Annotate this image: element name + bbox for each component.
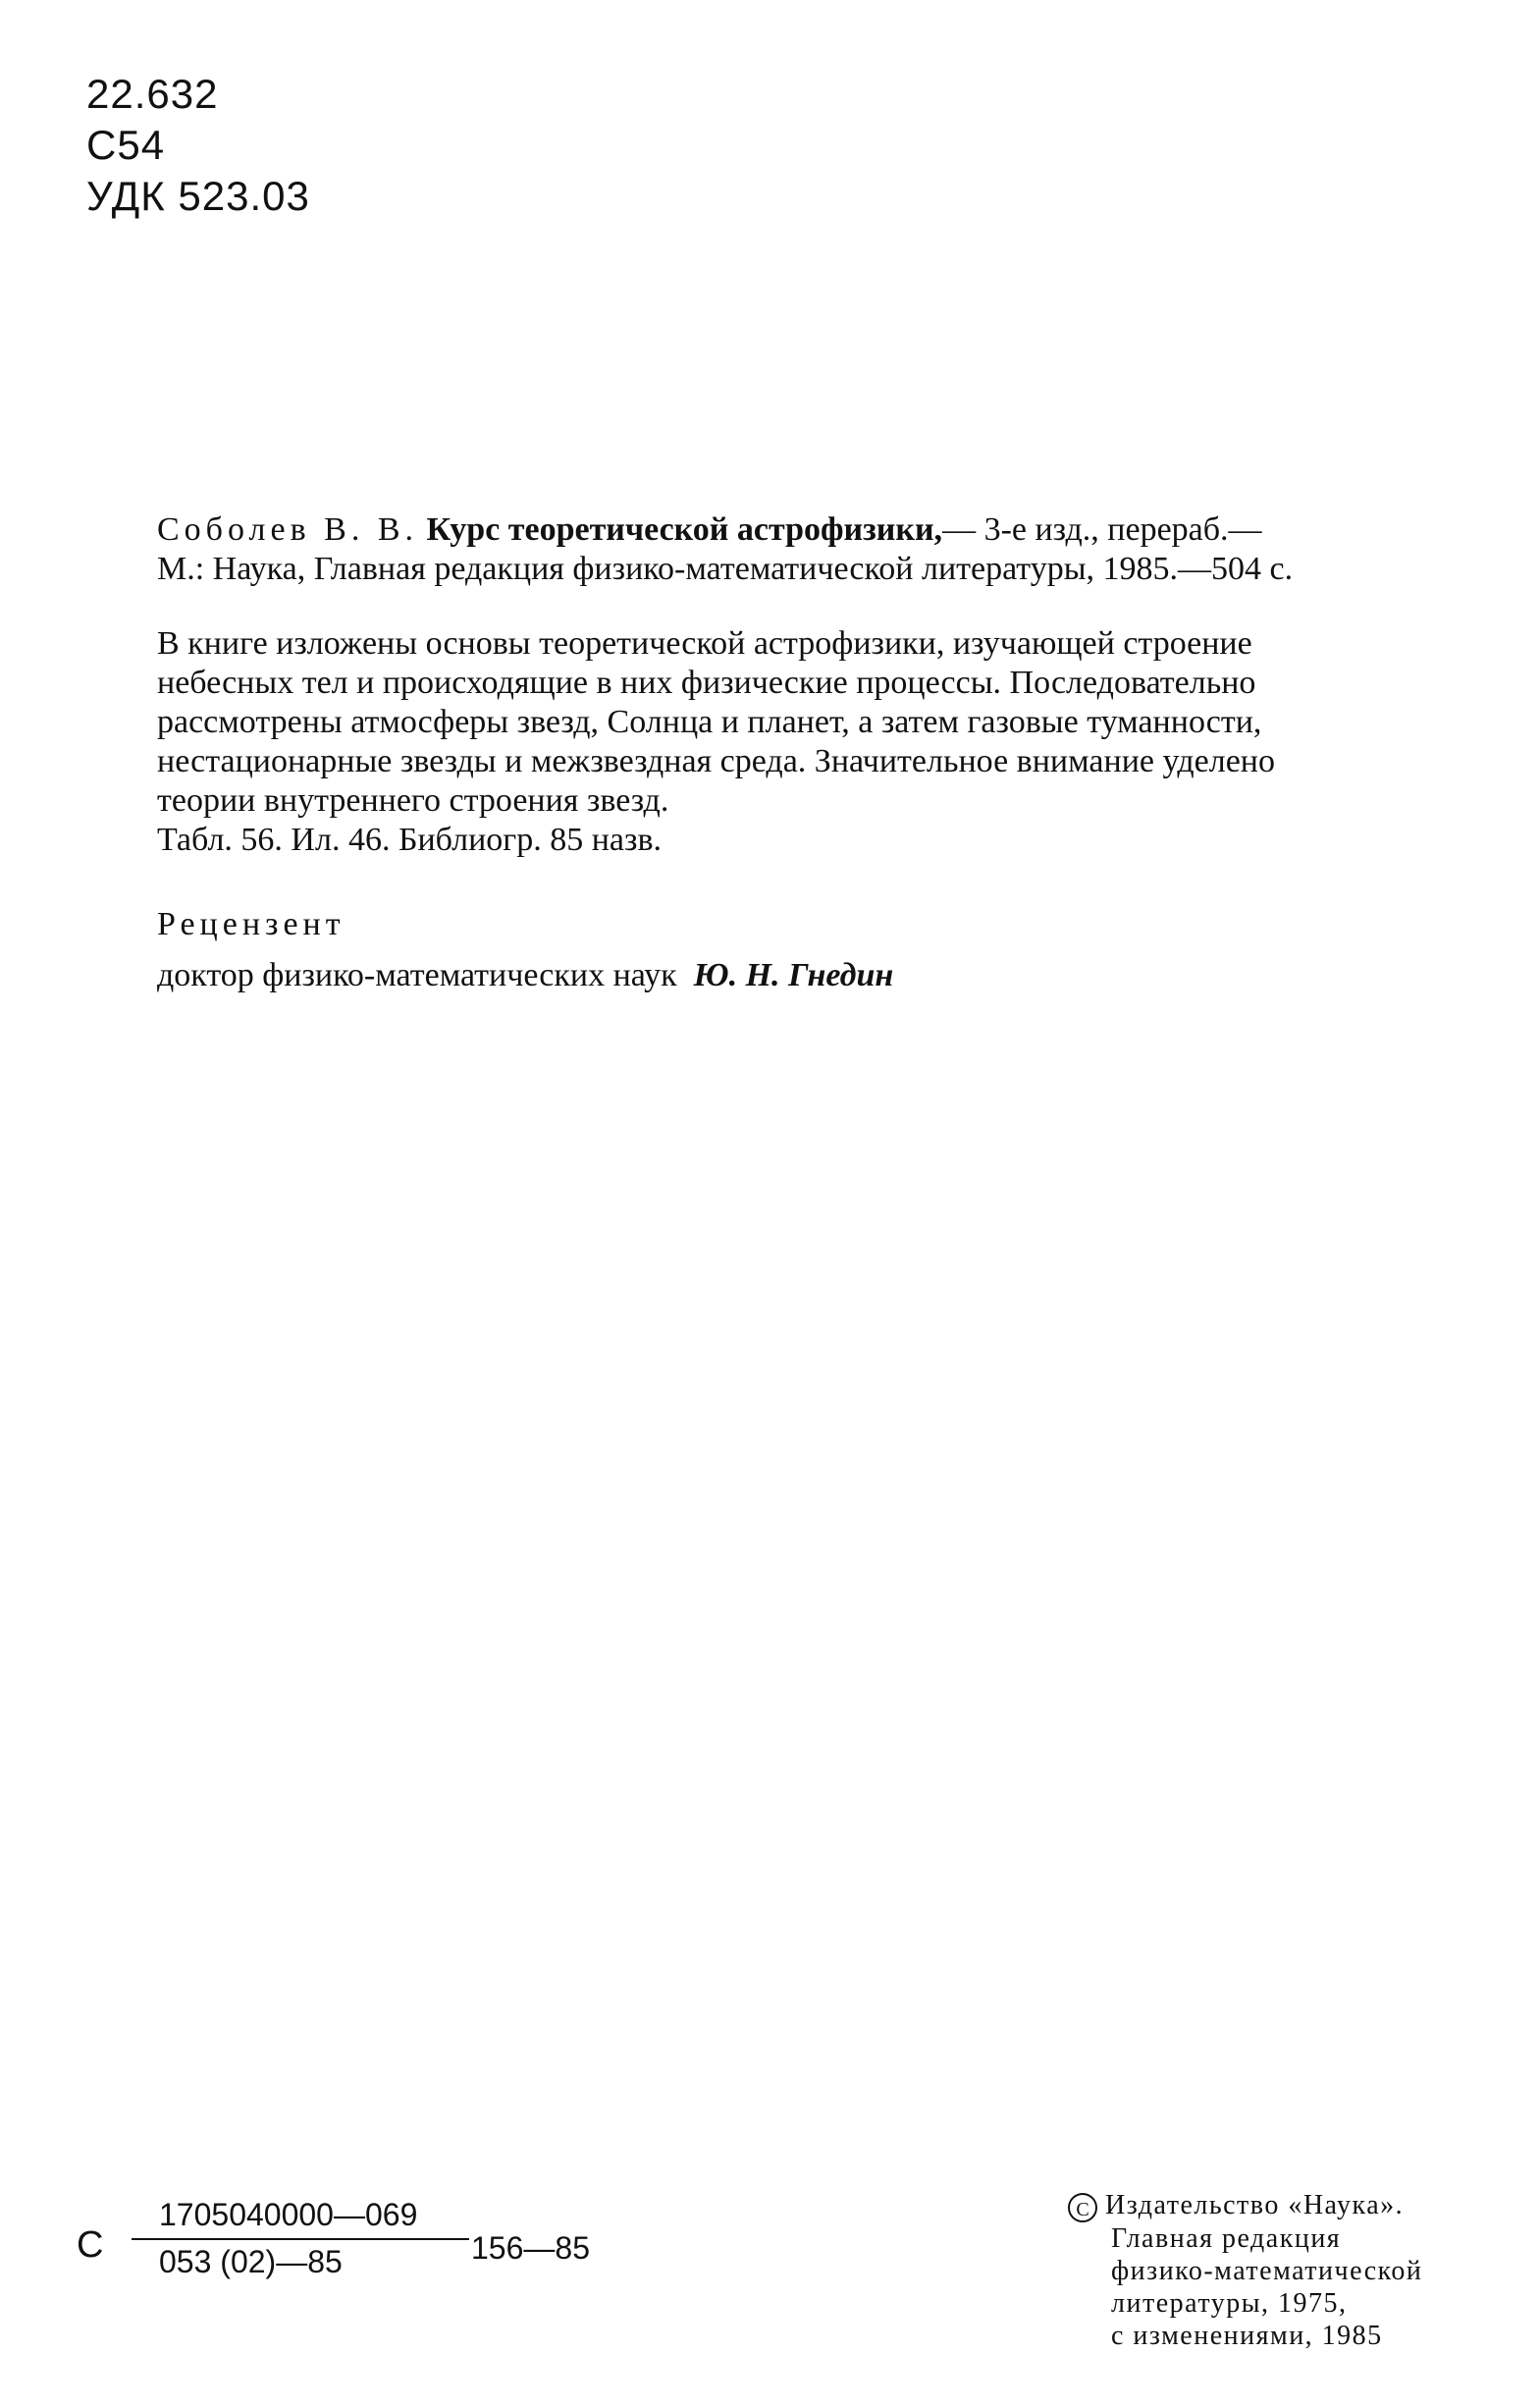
copyright-line bbox=[1068, 2189, 1422, 2222]
udc-code: УДК 523.03 bbox=[86, 173, 310, 219]
reviewer-block bbox=[157, 899, 893, 1001]
catalog-numerator: 1705040000—069 bbox=[159, 2197, 418, 2232]
copyright-line: с изменениями, 1985 bbox=[1111, 2321, 1383, 2351]
annotation-line: рассмотрены атмосферы звезд, Солнца и планет, а затем газовые туманности, bbox=[157, 704, 1262, 740]
annotation-line: В книге изложены основы теоретической астрофизики, изучающей строение bbox=[157, 625, 1252, 662]
fraction-rule bbox=[132, 2238, 469, 2240]
catalog-number bbox=[77, 2197, 590, 2305]
copyright-publisher: Издательство «Наука». bbox=[1105, 2190, 1405, 2220]
reviewer-line bbox=[157, 950, 893, 1001]
record-title: Курс теоретической астрофизики, bbox=[426, 511, 943, 548]
classification-block bbox=[86, 69, 310, 222]
reviewer-degree: доктор физико-математических наук bbox=[157, 957, 677, 993]
copyright-line: Главная редакция bbox=[1111, 2223, 1342, 2254]
copyright-block bbox=[1068, 2189, 1422, 2352]
record-edition: — 3-е изд., перераб.— bbox=[942, 511, 1262, 548]
catalog-letter: С bbox=[77, 2224, 104, 2266]
copyright-icon: C bbox=[1068, 2193, 1097, 2222]
annotation-line: небесных тел и происходящие в них физические процессы. Последовательно bbox=[157, 665, 1256, 701]
record-line-1 bbox=[157, 510, 1462, 550]
catalog-denominator: 053 (02)—85 bbox=[159, 2244, 343, 2279]
copyright-line: литературы, 1975, bbox=[1111, 2288, 1348, 2319]
reviewer-heading: Рецензент bbox=[157, 906, 345, 942]
annotation bbox=[157, 624, 1462, 860]
author-mark: С54 bbox=[86, 122, 166, 168]
bibliographic-record bbox=[157, 510, 1462, 589]
record-author: Соболев В. В. bbox=[157, 511, 418, 548]
bbk-code: 22.632 bbox=[86, 71, 219, 117]
catalog-suffix: 156—85 bbox=[471, 2230, 590, 2266]
reviewer-name: Ю. Н. Гнедин bbox=[693, 957, 894, 993]
annotation-line: теории внутреннего строения звезд. bbox=[157, 782, 669, 819]
copyright-line: физико-математической bbox=[1111, 2256, 1423, 2286]
annotation-line: нестационарные звезды и межзвездная среда. Значительное внимание уделено bbox=[157, 743, 1275, 779]
record-line-2: М.: Наука, Главная редакция физико-математической литературы, 1985.—504 с. bbox=[157, 551, 1294, 587]
annotation-stats: Табл. 56. Ил. 46. Библиогр. 85 назв. bbox=[157, 822, 663, 858]
